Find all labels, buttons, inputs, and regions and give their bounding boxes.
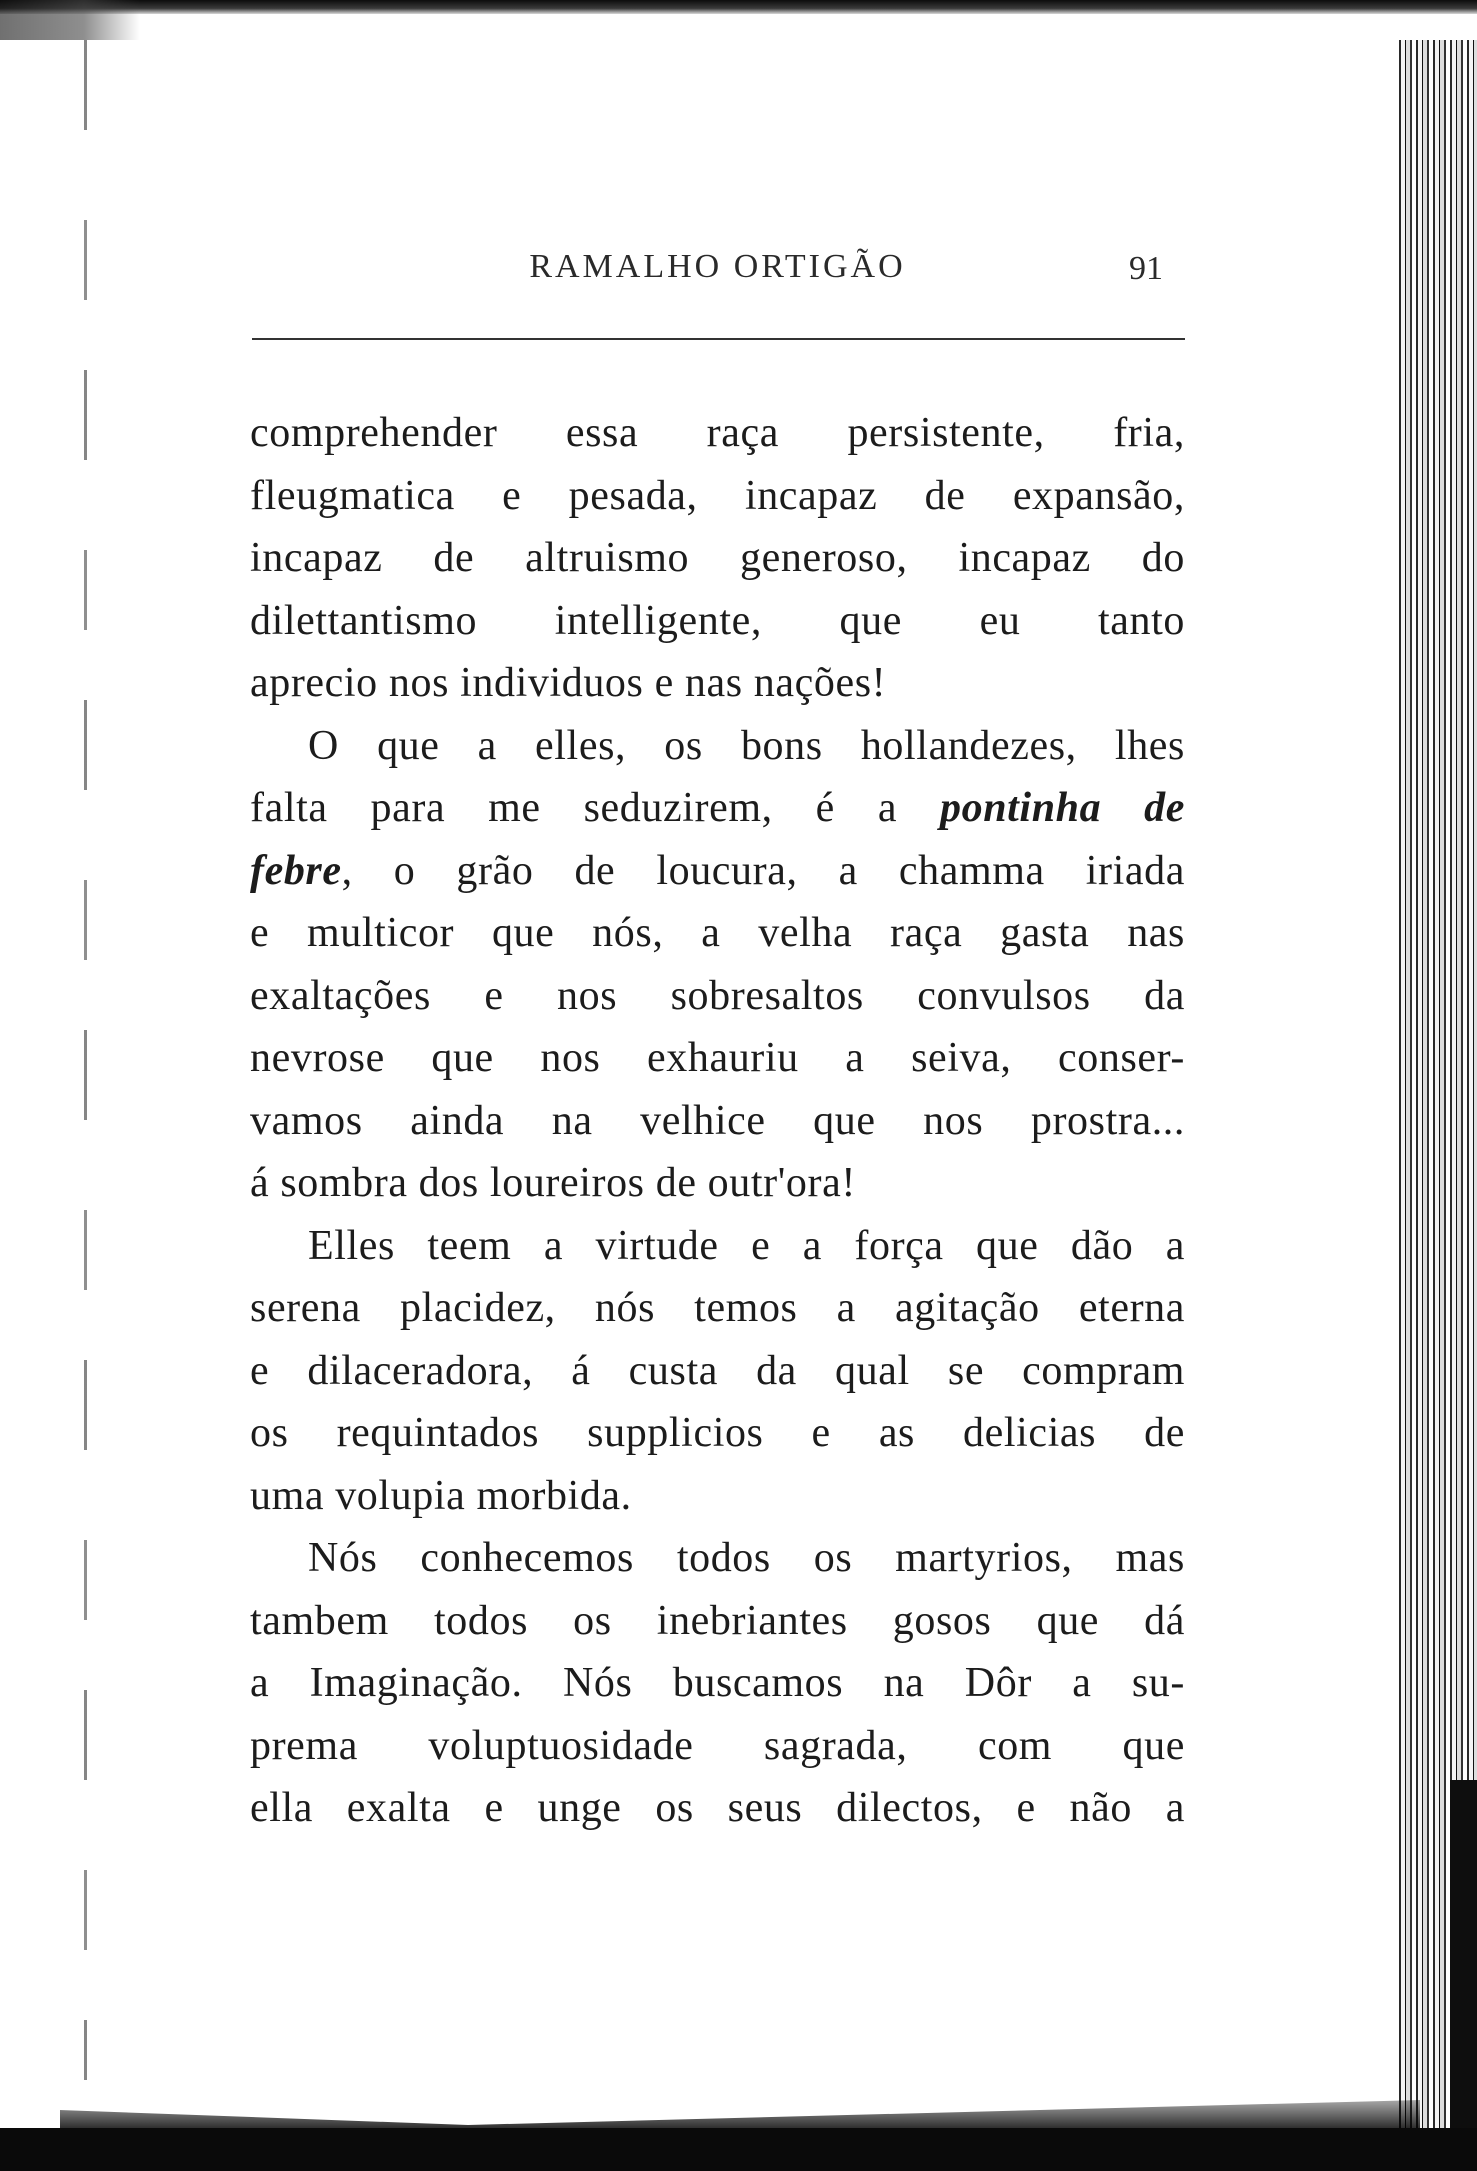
paragraph — [250, 402, 1185, 715]
text-line-mixed — [250, 777, 1185, 840]
header-rule — [252, 338, 1185, 340]
text-line: e multicor que nós, a velha raça gasta nas — [250, 910, 1185, 956]
text-line: a Imaginação. Nós buscamos na Dôr a su- — [250, 1660, 1185, 1706]
book-page — [250, 240, 1185, 1831]
text-line: nevrose que nos exhauriu a seiva, conser- — [250, 1035, 1185, 1081]
running-title: RAMALHO ORTIGÃO — [529, 248, 906, 285]
scan-border-bottom — [0, 2128, 1477, 2171]
text-line: fleugmatica e pesada, incapaz de expansão, — [250, 472, 1185, 519]
italic-run: pontinha de — [940, 785, 1185, 831]
text-line: exaltações e nos sobresaltos convulsos da — [250, 972, 1185, 1019]
text-line: uma volupia morbida. — [250, 1472, 632, 1519]
page-number: 91 — [1129, 250, 1163, 287]
text-line: Nós conhecemos todos os martyrios, mas — [308, 1535, 1185, 1581]
text-line-mixed — [250, 840, 1185, 903]
text-line: serena placidez, nós temos a agitação eterna — [250, 1285, 1185, 1331]
text-line: á sombra dos loureiros de outr'ora! — [250, 1160, 856, 1206]
paragraph — [250, 715, 1185, 1215]
body-text — [250, 402, 1185, 1840]
text-line: comprehender essa raça persistente, fria, — [250, 410, 1185, 456]
text-run: falta para me seduzirem, é a — [250, 785, 940, 831]
text-line: tambem todos os inebriantes gosos que dá — [250, 1597, 1185, 1644]
text-line: dilettantismo intelligente, que eu tanto — [250, 597, 1185, 644]
text-line: O que a elles, os bons hollandezes, lhes — [308, 722, 1185, 769]
text-line: aprecio nos individuos e nas nações! — [250, 660, 887, 706]
text-line: prema voluptuosidade sagrada, com que — [250, 1722, 1185, 1769]
running-head — [250, 240, 1185, 300]
text-line: os requintados supplicios e as delicias de — [250, 1410, 1185, 1456]
text-line: incapaz de altruismo generoso, incapaz do — [250, 535, 1185, 581]
text-line: Elles teem a virtude e a força que dão a — [308, 1222, 1185, 1269]
text-run: , o grão de loucura, a chamma iriada — [341, 847, 1185, 894]
text-line: vamos ainda na velhice que nos prostra... — [250, 1097, 1185, 1144]
italic-run: febre — [250, 847, 342, 894]
paragraph — [250, 1215, 1185, 1528]
scan-gutter-marks — [84, 40, 87, 2080]
text-line: e dilaceradora, á custa da qual se compram — [250, 1347, 1185, 1394]
scan-shadow-top-left — [0, 0, 140, 40]
text-line: ella exalta e unge os seus dilectos, e não a — [250, 1785, 1185, 1831]
scan-shadow-right — [1450, 1780, 1477, 2130]
scan-shadow-bottom — [60, 2080, 1420, 2130]
paragraph — [250, 1527, 1185, 1840]
scan-border-top — [0, 0, 1477, 14]
